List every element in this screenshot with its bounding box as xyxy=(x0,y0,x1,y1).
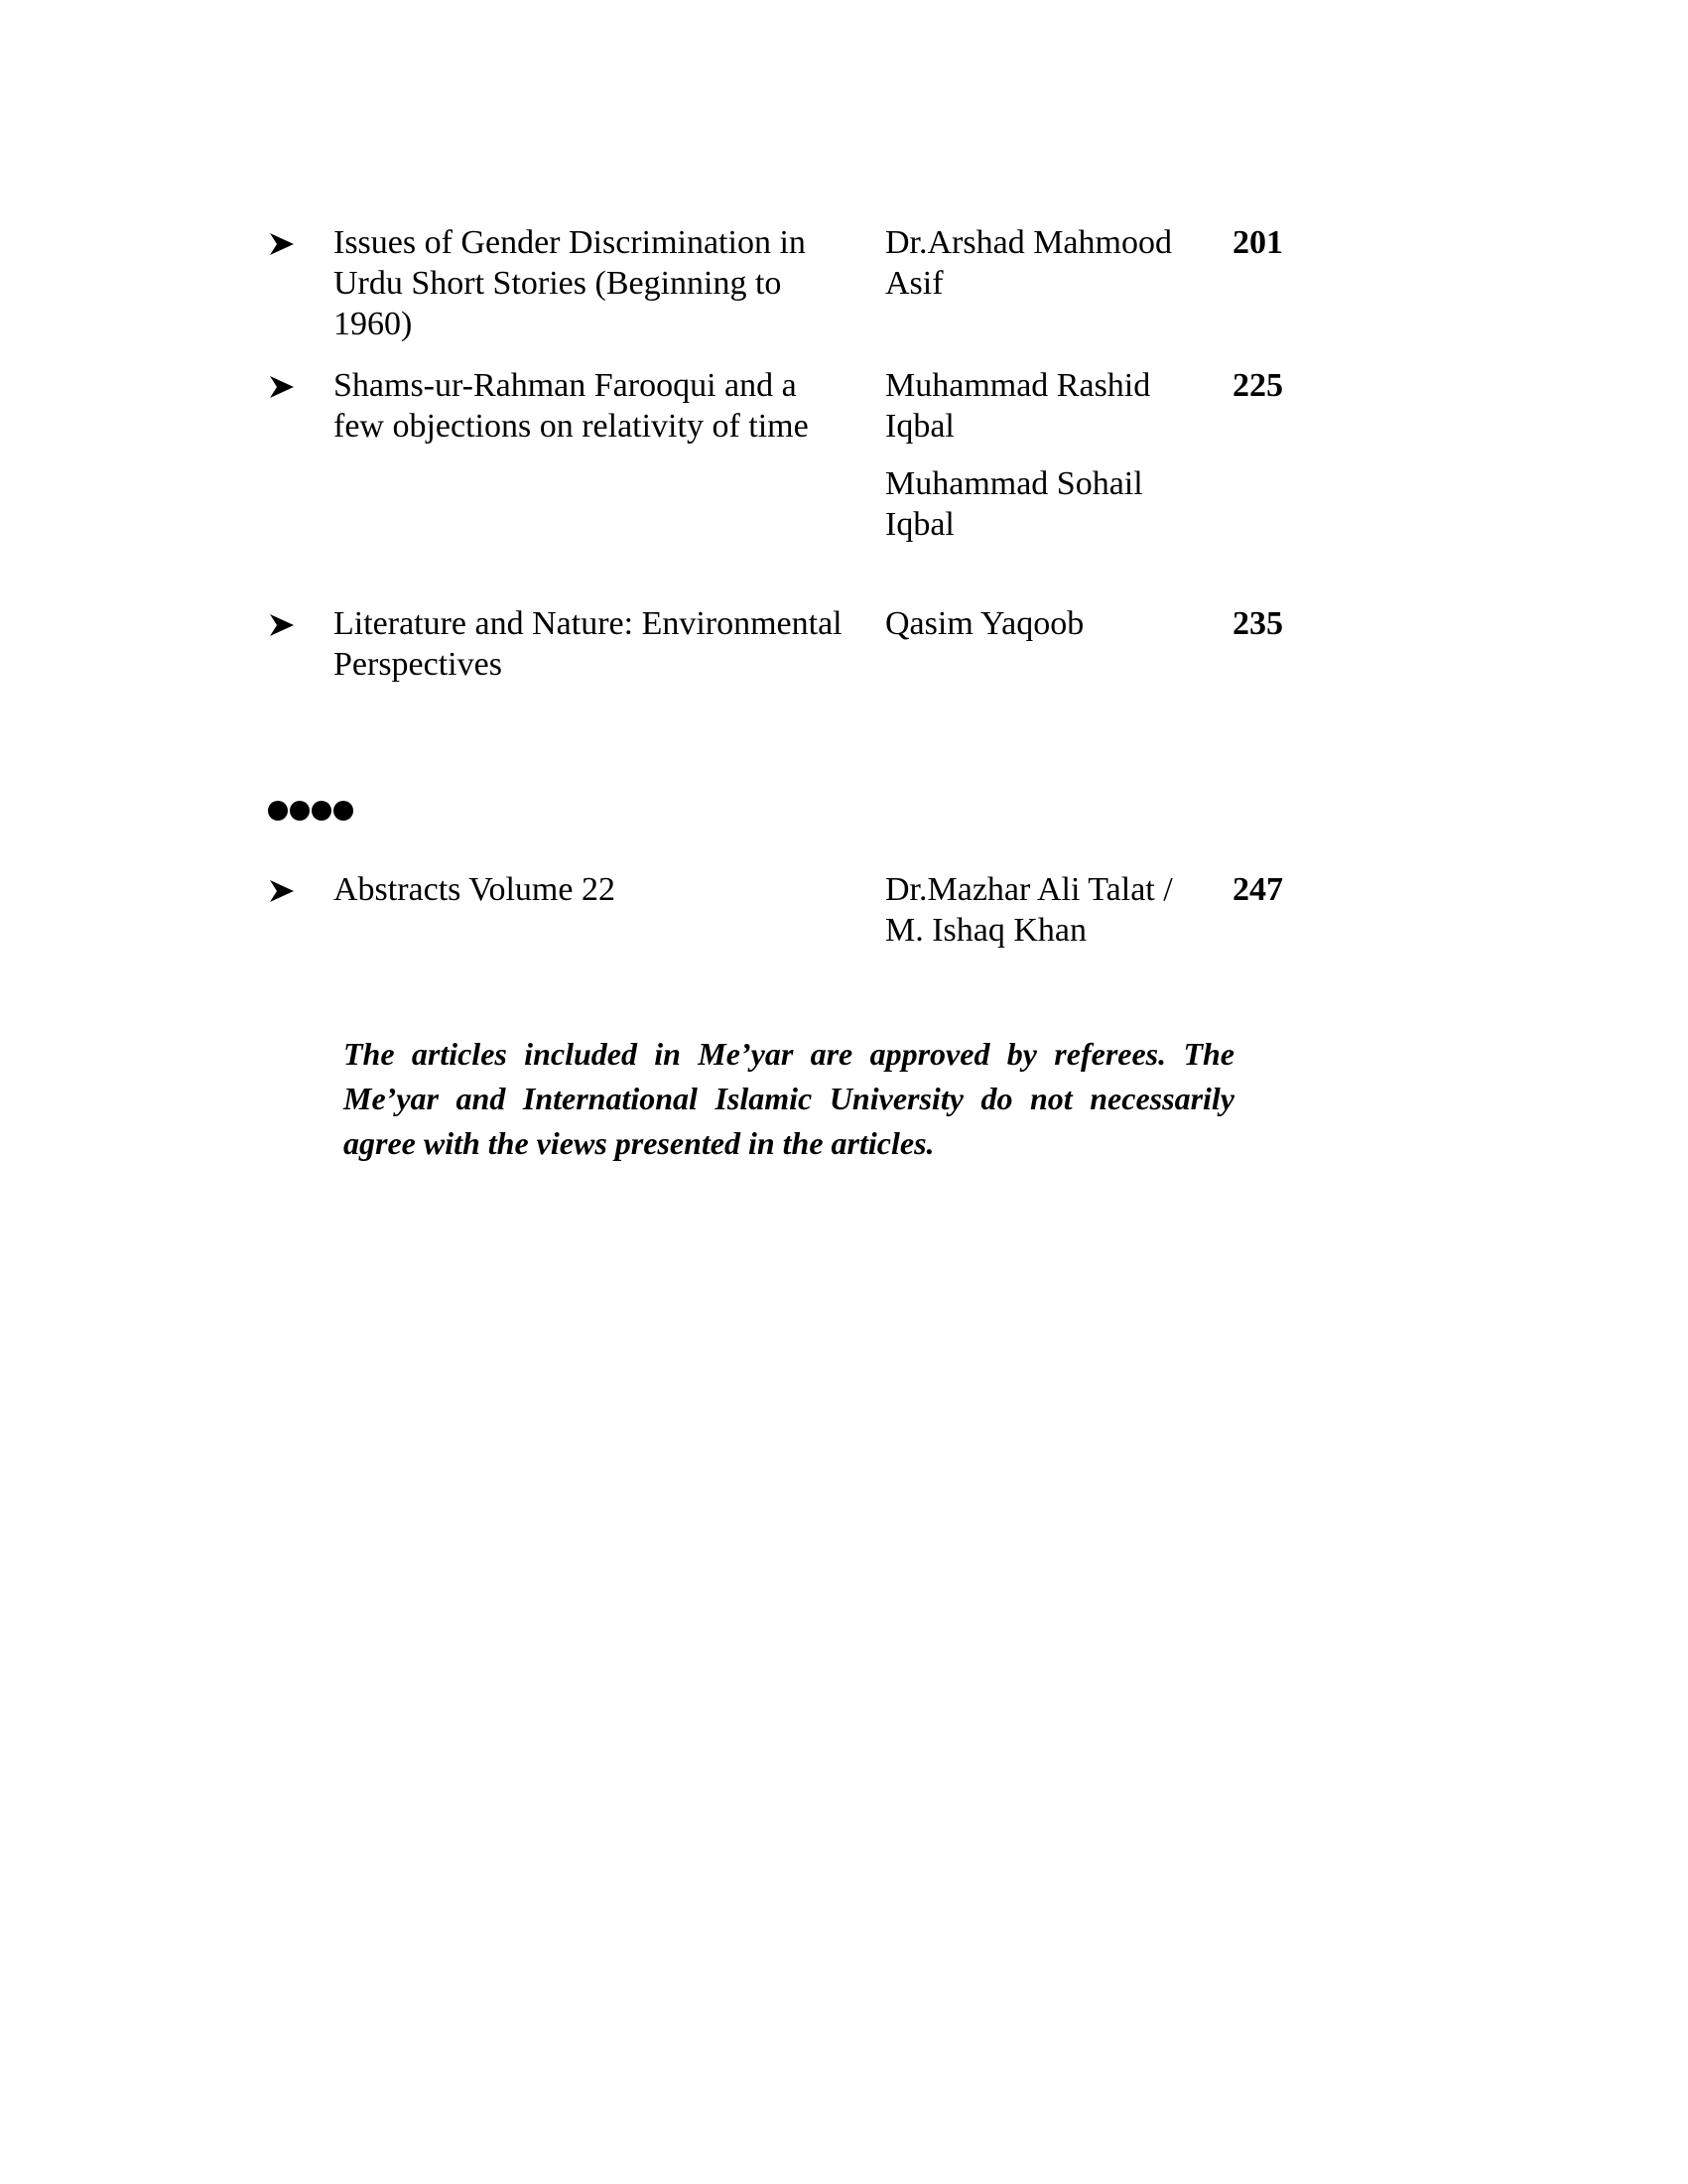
arrowhead-bullet-icon xyxy=(268,611,298,647)
arrowhead-bullet-icon xyxy=(268,230,298,266)
black-dot-icon xyxy=(268,801,288,821)
page-number: 201 xyxy=(1233,224,1283,261)
page-number: 235 xyxy=(1233,605,1283,642)
page-number: 225 xyxy=(1233,367,1283,404)
article-title: Literature and Nature: Environmental Perspectives xyxy=(333,605,843,683)
article-authors xyxy=(885,365,1183,545)
author-name: Muhammad Sohail Iqbal xyxy=(885,465,1143,543)
author-name: Muhammad Rashid Iqbal xyxy=(885,367,1151,445)
section-separator xyxy=(268,801,353,823)
article-title: Abstracts Volume 22 xyxy=(333,871,615,908)
article-authors xyxy=(885,222,1213,304)
article-title: Issues of Gender Discrimination in Urdu Short Stories (Beginning to 1960) xyxy=(333,224,806,342)
article-title: Shams-ur-Rahman Farooqui and a few objections on relativity of time xyxy=(333,367,809,445)
author-name: Dr.Arshad Mahmood Asif xyxy=(885,224,1172,302)
black-dot-icon xyxy=(312,801,331,821)
black-dot-icon xyxy=(333,801,353,821)
article-authors xyxy=(885,869,1193,951)
page-number: 247 xyxy=(1233,871,1283,908)
author-name: Dr.Mazhar Ali Talat / M. Ishaq Khan xyxy=(885,871,1173,949)
arrowhead-bullet-icon xyxy=(268,877,298,913)
black-dot-icon xyxy=(290,801,310,821)
arrowhead-bullet-icon xyxy=(268,373,298,409)
article-authors xyxy=(885,603,1213,644)
author-name: Qasim Yaqoob xyxy=(885,605,1085,642)
disclaimer-note: The articles included in Me’yar are approved by referees. The Me’yar and International Islamic University do not necessarily agree with the views presented in the articles. xyxy=(343,1036,1234,1161)
